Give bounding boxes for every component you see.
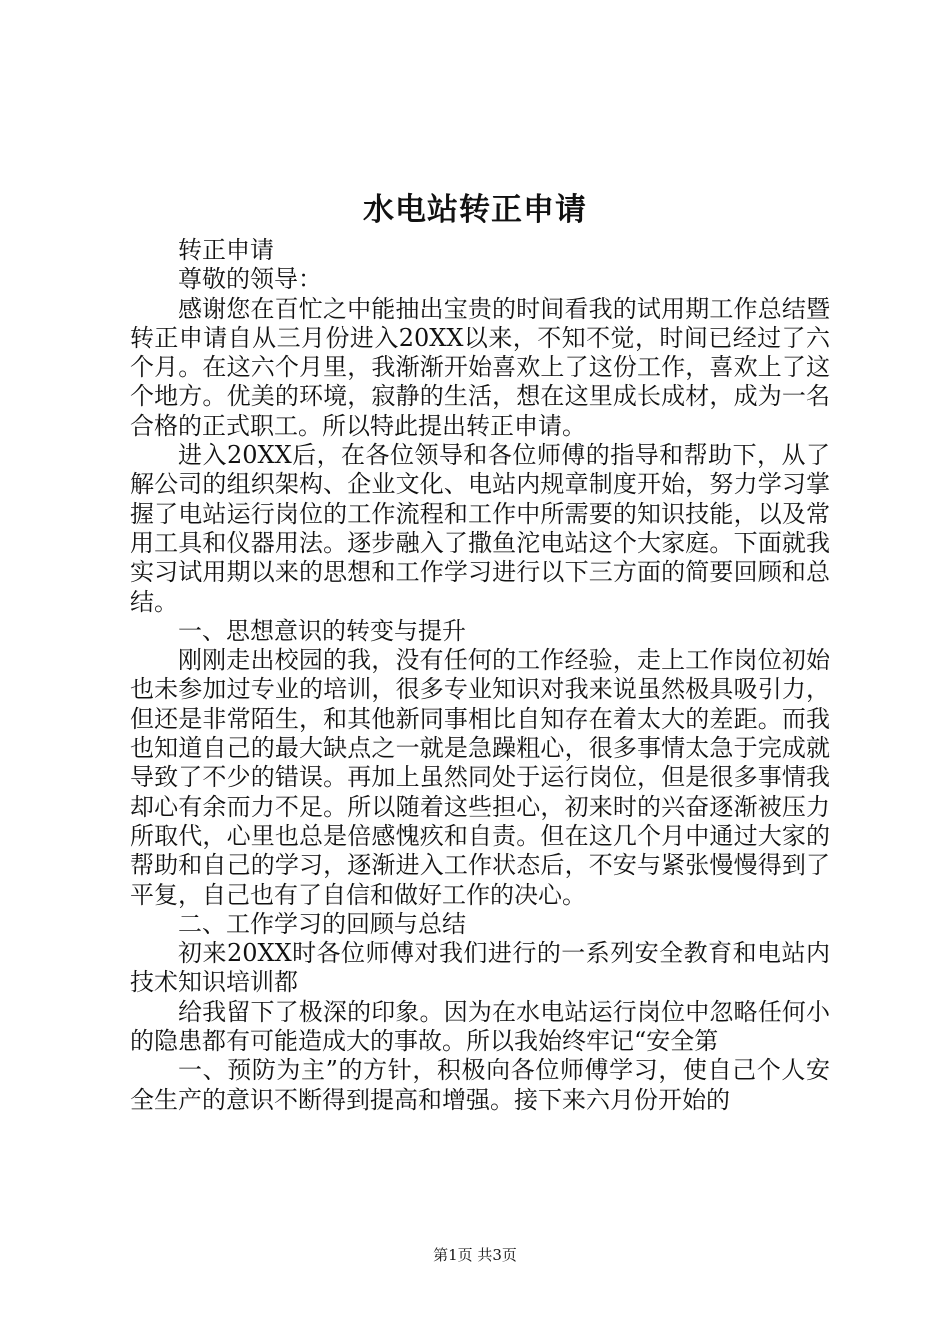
paragraph-heading: 转正申请 [178,236,274,264]
document-body [130,236,830,1115]
paragraph-training: 初来20XX时各位师傅对我们进行的一系列安全教育和电站内技术知识培训都 [130,939,830,997]
paragraph-salutation: 尊敬的领导： [178,265,322,294]
paragraph-overview: 进入20XX后，在各位领导和各位师傅的指导和帮助下，从了解公司的组织架构、企业文化、电站内规章制度开始，努力学习掌握了电站运行岗位的工作流程和工作中所需要的知识技能，以及常用工具和仪器用法。逐步融入了撒鱼沱电站这个大家庭。下面就我实习试用期以来的思想和工作学习进行以下三方面的简要回顾和总结。 [130,441,830,616]
paragraph-safety: 给我留下了极深的印象。因为在水电站运行岗位中忽略任何小的隐患都有可能造成大的事故。所以我始终牢记“安全第 [130,997,830,1056]
section-heading-1: 一、思想意识的转变与提升 [178,616,466,645]
page-footer: 第1页 共3页 [433,1246,517,1264]
document-title: 水电站转正申请 [363,192,587,228]
section-heading-2: 二、工作学习的回顾与总结 [178,909,466,938]
paragraph-section-1: 刚刚走出校园的我，没有任何的工作经验，走上工作岗位初始也未参加过专业的培训，很多专业知识对我来说虽然极具吸引力，但还是非常陌生，和其他新同事相比自知存在着太大的差距。而我也知道自己的最大缺点之一就是急躁粗心，很多事情太急于完成就导致了不少的错误。再加上虽然同处于运行岗位，但是很多事情我却心有余而力不足。所以随着这些担心，初来时的兴奋逐渐被压力所取代，心里也总是倍感愧疚和自责。但在这几个月中通过大家的帮助和自己的学习，逐渐进入工作状态后，不安与紧张慢慢得到了平复，自己也有了自信和做好工作的决心。 [130,646,830,909]
paragraph-intro: 感谢您在百忙之中能抽出宝贵的时间看我的试用期工作总结暨转正申请自从三月份进入20XX以来，不知不觉，时间已经过了六个月。在这六个月里，我渐渐开始喜欢上了这份工作，喜欢上了这个地方。优美的环境，寂静的生活，想在这里成长成材，成为一名合格的正式职工。所以特此提出转正申请。 [130,294,830,440]
paragraph-prevention: 一、预防为主”的方针，积极向各位师傅学习，使自己个人安全生产的意识不断得到提高和增强。接下来六月份开始的 [130,1056,830,1114]
